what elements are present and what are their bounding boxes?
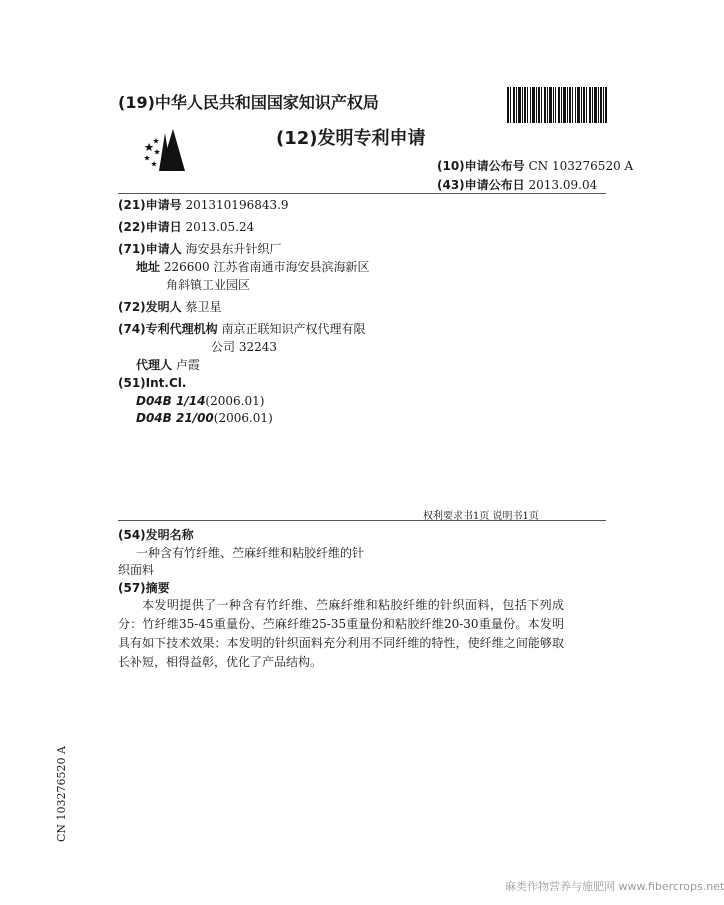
abstract-label: (57)摘要 bbox=[118, 581, 170, 595]
address-label: 地址 bbox=[136, 260, 161, 274]
ipc-item bbox=[136, 411, 273, 425]
ipc-version: (2006.01) bbox=[213, 411, 273, 425]
ipc-code: D04B 1/14 bbox=[136, 394, 206, 408]
barcode-icon bbox=[507, 87, 607, 123]
agency-field bbox=[118, 320, 366, 337]
side-publication-number: CN 103276520 A bbox=[55, 746, 68, 842]
invention-title-line-2: 织面料 bbox=[118, 563, 155, 577]
watermark: 麻类作物营养与施肥网 www.fibercrops.net bbox=[505, 880, 724, 893]
publication-date-row bbox=[437, 176, 597, 193]
publication-number-row bbox=[437, 157, 633, 174]
filing-date-value: 2013.05.24 bbox=[185, 220, 255, 234]
address-line-2: 角斜镇工业园区 bbox=[166, 278, 251, 292]
inventor-label: (72)发明人 bbox=[118, 300, 182, 314]
address-line-1: 226600 江苏省南通市海安县滨海新区 bbox=[163, 260, 370, 274]
abstract-text: 本发明提供了一种含有竹纤维、苎麻纤维和粘胶纤维的针织面料，包括下列成分：竹纤维35-45重量份、苎麻纤维25-35重量份和粘胶纤维20-30重量份。本发明具有如下技术效果：本发明的针织面料充分利用不同纤维的特性，使纤维之间能够取长补短，相得益彰，优化了产品结构。 bbox=[118, 598, 564, 669]
publication-number-label: (10)申请公布号 bbox=[437, 159, 525, 173]
invention-title-line-1: 一种含有竹纤维、苎麻纤维和粘胶纤维的针 bbox=[136, 546, 365, 560]
applicant-label: (71)申请人 bbox=[118, 242, 182, 256]
ipc-item bbox=[136, 394, 264, 408]
header-divider bbox=[118, 193, 606, 194]
ipc-label: (51)Int.Cl. bbox=[118, 376, 187, 390]
application-number-label: (21)申请号 bbox=[118, 198, 182, 212]
inventor-value: 蔡卫星 bbox=[185, 300, 222, 314]
sipo-logo-icon bbox=[143, 127, 189, 173]
publication-date-value: 2013.09.04 bbox=[528, 178, 598, 192]
agent-field bbox=[136, 356, 200, 373]
agent-value: 卢霞 bbox=[175, 358, 200, 372]
agency-line-2: 公司 32243 bbox=[211, 340, 277, 354]
ipc-version: (2006.01) bbox=[205, 394, 265, 408]
publication-date-label: (43)申请公布日 bbox=[437, 178, 525, 192]
filing-date-label: (22)申请日 bbox=[118, 220, 182, 234]
agency-label: (74)专利代理机构 bbox=[118, 322, 218, 336]
address-field bbox=[136, 258, 369, 275]
applicant-field bbox=[118, 240, 282, 257]
ipc-code: D04B 21/00 bbox=[136, 411, 214, 425]
application-number-field bbox=[118, 196, 289, 213]
issuing-authority: (19)中华人民共和国国家知识产权局 bbox=[118, 93, 379, 112]
application-number-value: 201310196843.9 bbox=[185, 198, 289, 212]
filing-date-field bbox=[118, 218, 254, 235]
page-count-info: 权利要求书1页 说明书1页 bbox=[423, 511, 539, 522]
publication-number-value: CN 103276520 A bbox=[528, 159, 634, 173]
agency-line-1: 南京正联知识产权代理有限 bbox=[221, 322, 366, 336]
applicant-value: 海安县东升针织厂 bbox=[185, 242, 282, 256]
agent-label: 代理人 bbox=[136, 358, 173, 372]
invention-title-label: (54)发明名称 bbox=[118, 528, 194, 542]
inventor-field bbox=[118, 298, 222, 315]
document-type: (12)发明专利申请 bbox=[276, 128, 426, 149]
section-divider bbox=[118, 520, 606, 521]
